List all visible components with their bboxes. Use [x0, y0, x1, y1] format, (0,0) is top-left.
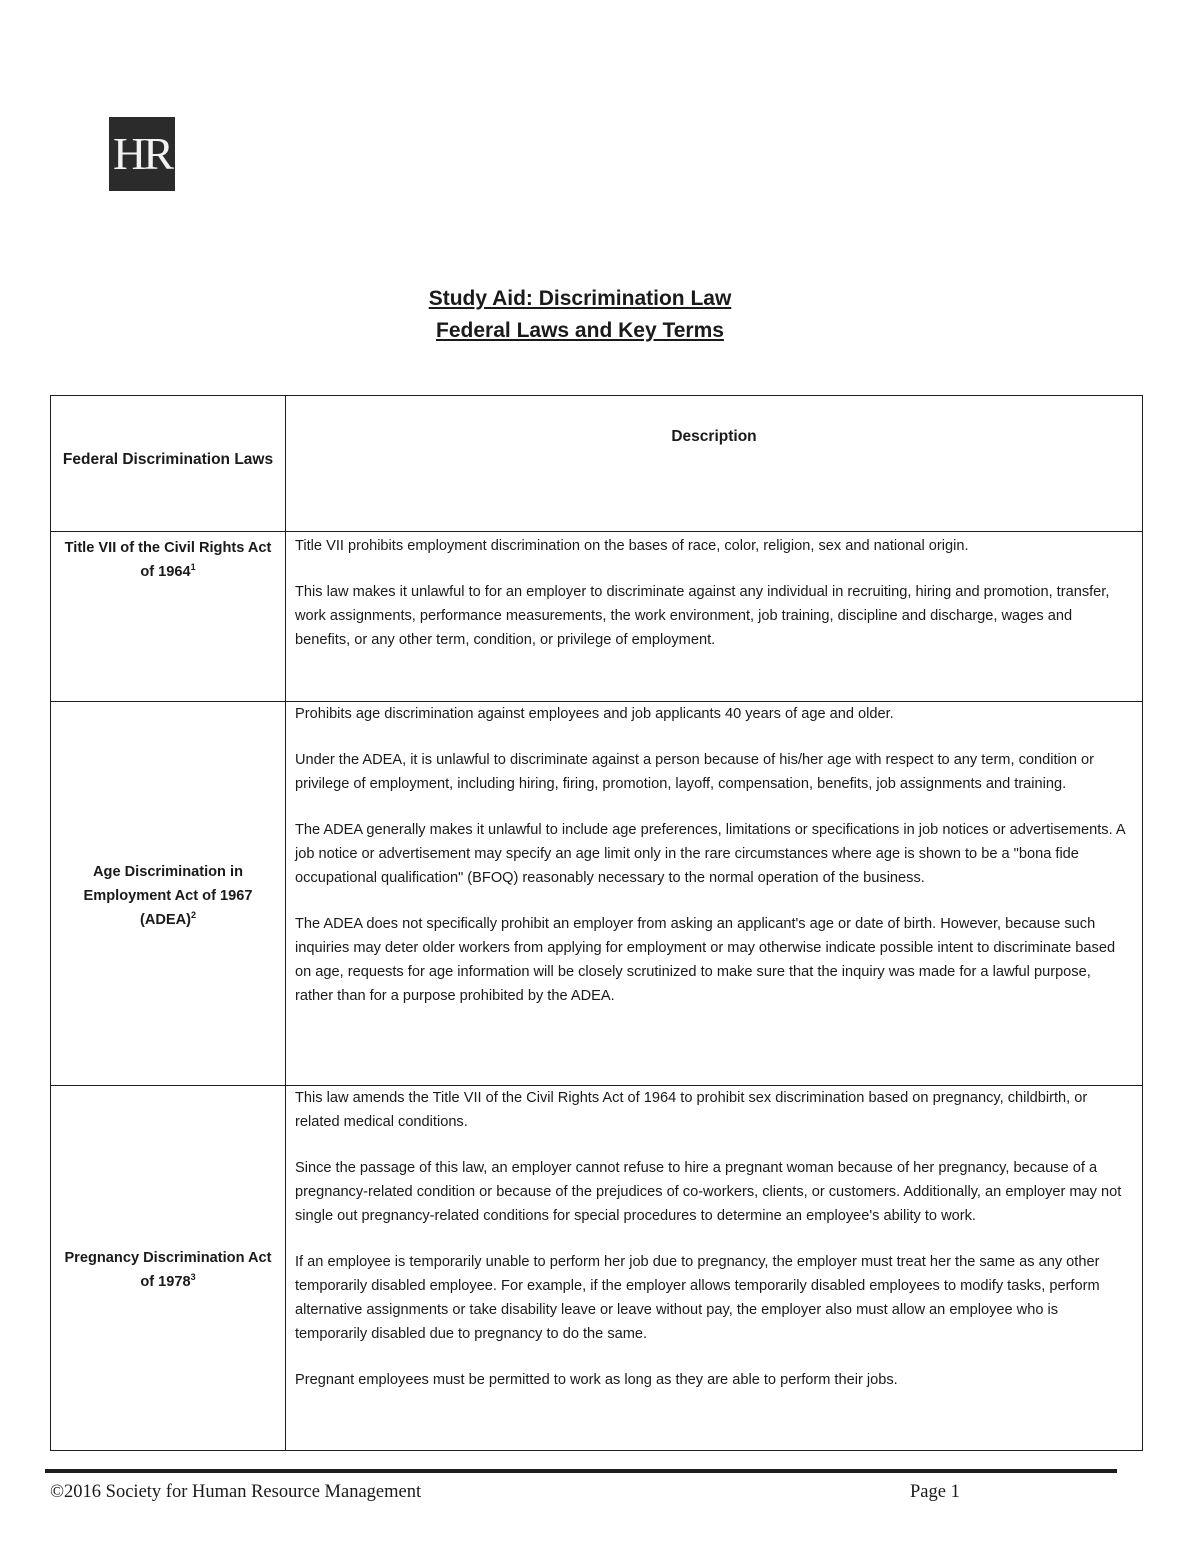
- title-line-2: Federal Laws and Key Terms: [436, 319, 724, 342]
- table-row: [51, 702, 1143, 1086]
- footnote-marker: 2: [191, 909, 197, 920]
- law-description: [286, 702, 1143, 1086]
- table-row: [51, 532, 1143, 702]
- law-name: Title VII of the Civil Rights Act of 1964: [64, 540, 272, 580]
- law-name-cell: [51, 702, 286, 1086]
- footnote-marker: 3: [190, 1272, 196, 1283]
- description-paragraph: The ADEA does not specifically prohibit an employer from asking an applicant's age or date of birth. However, because such inquiries may deter older workers from applying for employment or may otherwise indicate possible intent to discriminate based on age, requests for age information will be closely scrutinized to make sure that the inquiry was made for a lawful purpose, rather than for a purpose prohibited by the ADEA.: [295, 916, 1116, 1004]
- description-paragraph: If an employee is temporarily unable to perform her job due to pregnancy, the employer must treat her the same as any other temporarily disabled employee. For example, if the employer allows temporarily disabled employees to modify tasks, perform alternative assignments or take disability leave or leave without pay, the employer also must allow an employee who is temporarily disabled due to pregnancy to do the same.: [295, 1254, 1100, 1342]
- description-paragraph: Under the ADEA, it is unlawful to discriminate against a person because of his/her age with respect to any term, condition or privilege of employment, including hiring, firing, promotion, layoff, compensation, benefits, job assignments and training.: [295, 752, 1095, 792]
- description-paragraph: This law makes it unlawful to for an employer to discriminate against any individual in recruiting, hiring and promotion, transfer, work assignments, performance measurements, the work environment, job training, discipline and discharge, wages and benefits, or any other term, condition, or privilege of employment.: [295, 584, 1110, 648]
- description-paragraph: The ADEA generally makes it unlawful to include age preferences, limitations or specifications in job notices or advertisements. A job notice or advertisement may specify an age limit only in the rare circumstances where age is shown to be a "bona fide occupational qualification" (BFOQ) reasonably necessary to the normal operation of the business.: [295, 822, 1125, 886]
- footer-divider: [45, 1469, 1117, 1473]
- laws-table: [50, 395, 1143, 1451]
- law-name-cell: [51, 1086, 286, 1451]
- description-paragraph: Since the passage of this law, an employer cannot refuse to hire a pregnant woman because of her pregnancy, because of a pregnancy-related condition or because of the prejudices of co-workers, clients, or customers. Additionally, an employer may not single out pregnancy-related conditions for special procedures to determine an employee's ability to work.: [295, 1160, 1122, 1224]
- description-paragraph: Pregnant employees must be permitted to work as long as they are able to perform their jobs.: [295, 1372, 898, 1388]
- table-header-row: [51, 396, 1143, 532]
- header-laws: Federal Discrimination Laws: [51, 396, 286, 532]
- law-description: [286, 532, 1143, 702]
- footer-copyright: ©2016 Society for Human Resource Management: [50, 1482, 422, 1502]
- description-paragraph: This law amends the Title VII of the Civil Rights Act of 1964 to prohibit sex discrimination based on pregnancy, childbirth, or related medical conditions.: [295, 1090, 1088, 1130]
- description-paragraph: Title VII prohibits employment discrimination on the bases of race, color, religion, sex and national origin.: [295, 538, 969, 554]
- footnote-marker: 1: [190, 562, 196, 573]
- header-description: Description: [286, 396, 1143, 532]
- title-line-1: Study Aid: Discrimination Law: [428, 287, 732, 310]
- page-number: Page 1: [910, 1482, 960, 1502]
- law-description: [286, 1086, 1143, 1451]
- hr-logo: HR: [109, 117, 175, 191]
- page-title: [0, 283, 1160, 347]
- law-name: Age Discrimination in Employment Act of 1967 (ADEA): [83, 863, 253, 928]
- description-paragraph: Prohibits age discrimination against employees and job applicants 40 years of age and older.: [295, 706, 894, 722]
- table-row: [51, 1086, 1143, 1451]
- law-name-cell: [51, 532, 286, 702]
- law-name: Pregnancy Discrimination Act of 1978: [64, 1250, 272, 1290]
